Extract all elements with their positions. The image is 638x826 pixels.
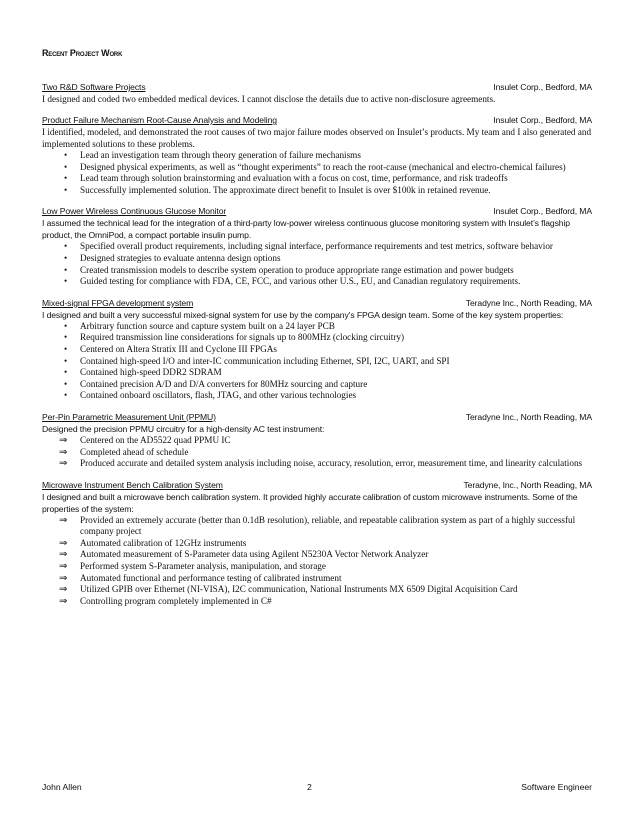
list-item [42, 185, 592, 197]
project-description: I designed and built a very successful mixed-signal system for use by the company’s FPGA design team. Some of the key system properties: [42, 309, 564, 320]
page-footer [42, 782, 592, 792]
arrow-bullet-icon: ⇒ [59, 549, 68, 561]
project-bullet-list [42, 150, 592, 196]
dot-bullet-icon: • [64, 378, 68, 389]
arrow-bullet-icon: ⇒ [59, 572, 68, 584]
list-item-text: Centered on Altera Stratix III and Cyclone III FPGAs [80, 343, 277, 354]
arrow-bullet-icon: ⇒ [59, 446, 68, 458]
dot-bullet-icon: • [64, 343, 68, 354]
list-item [42, 367, 592, 379]
list-item-text: Automated functional and performance testing of calibrated instrument [80, 572, 342, 583]
list-item [42, 162, 592, 174]
project-company: Teradyne Inc., North Reading, MA [465, 297, 592, 308]
list-item-text: Lead an investigation team through theory generation of failure mechanisms [80, 150, 361, 160]
project-header [42, 205, 592, 217]
arrow-bullet-icon: ⇒ [59, 561, 68, 573]
list-item [42, 573, 592, 585]
dot-bullet-icon: • [64, 241, 68, 252]
project-description: I designed and coded two embedded medical devices. I cannot disclose the details due to active non-disclosure agreements. [42, 94, 496, 104]
list-item [42, 390, 592, 402]
list-item [42, 150, 592, 162]
dot-bullet-icon: • [64, 161, 68, 172]
list-item-text: Specified overall product requirements, including signal interface, performance requirements and test metrics, software behavior [80, 241, 553, 252]
list-item [42, 379, 592, 391]
dot-bullet-icon: • [64, 276, 68, 287]
project-company: Insulet Corp., Bedford, MA [493, 115, 592, 125]
project-block [42, 411, 592, 470]
list-item-text: Guided testing for compliance with FDA, CE, FCC, and various other U.S., EU, and Canadian regulatory requirements. [80, 276, 521, 287]
footer-page-number: 2 [307, 782, 312, 792]
project-name: Microwave Instrument Bench Calibration System [42, 479, 223, 490]
list-item [42, 435, 592, 447]
list-item-text: Automated calibration of 12GHz instruments [80, 537, 247, 548]
arrow-bullet-icon: ⇒ [59, 514, 68, 526]
arrow-bullet-icon: ⇒ [59, 537, 68, 549]
list-item-text: Produced accurate and detailed system analysis including noise, accuracy, resolution, error, measurement time, and linearity calculations [80, 458, 583, 469]
project-header [42, 297, 592, 309]
project-block [42, 297, 592, 402]
list-item-text: Contained high-speed I/O and inter-IC communication including Ethernet, SPI, I2C, UART, and SPI [80, 355, 450, 366]
list-item-text: Utilized GPIB over Ethernet (NI-VISA), I2C communication, National Instruments MX 6509 Digital Acquisition Card [80, 584, 518, 595]
list-item-text: Automated measurement of S-Parameter data using Agilent N5230A Vector Network Analyzer [80, 549, 429, 560]
project-name: Mixed-signal FPGA development system [42, 297, 194, 308]
project-name: Per-Pin Parametric Measurement Unit (PPMU) [42, 411, 216, 422]
project-bullet-list [42, 241, 592, 287]
list-item-text: Provided an extremely accurate (better than 0.1dB resolution), reliable, and repeatable calibration system as part of a highly successful company project [80, 514, 576, 537]
project-bullet-list [42, 515, 592, 608]
footer-title: Software Engineer [521, 782, 592, 792]
resume-page [42, 48, 592, 616]
list-item [42, 584, 592, 596]
dot-bullet-icon: • [64, 332, 68, 343]
list-item-text: Arbitrary function source and capture system built on a 24 layer PCB [80, 320, 335, 331]
list-item [42, 447, 592, 459]
project-description: I designed and built a microwave bench calibration system. It provided highly accurate calibration of custom microwave instruments. Some of the properties of the system: [42, 491, 578, 514]
project-description: Designed the precision PPMU circuitry for a high-density AC test instrument: [42, 423, 325, 434]
list-item-text: Contained high-speed DDR2 SDRAM [80, 367, 222, 378]
dot-bullet-icon: • [64, 173, 68, 184]
list-item-text: Lead team through solution brainstorming and evaluation with a focus on cost, time, performance, and risk tradeoffs [80, 173, 508, 184]
section-title: Recent Project Work [42, 48, 123, 58]
project-company: Teradyne Inc., North Reading, MA [465, 411, 592, 422]
project-name: Low Power Wireless Continuous Glucose Monitor [42, 206, 227, 217]
dot-bullet-icon: • [64, 184, 68, 195]
list-item-text: Centered on the AD5522 quad PPMU IC [80, 434, 231, 445]
list-item [42, 344, 592, 356]
project-name: Two R&D Software Projects [42, 82, 146, 92]
project-name: Product Failure Mechanism Root-Cause Analysis and Modeling [42, 115, 277, 125]
list-item [42, 538, 592, 550]
list-item-text: Designed physical experiments, as well as “thought experiments” to reach the root-cause (mechanical and electro-chemical failures) [80, 161, 566, 172]
project-header [42, 114, 592, 126]
dot-bullet-icon: • [64, 264, 68, 275]
arrow-bullet-icon: ⇒ [59, 458, 68, 470]
project-description: I assumed the technical lead for the integration of a third-party low-power wireless continuous glucose monitoring system with Insulet’s flagship product, the OmniPod, a compact portable insulin pump. [42, 218, 570, 241]
project-header [42, 479, 592, 491]
project-company: Teradyne, Inc., North Reading, MA [463, 479, 592, 490]
dot-bullet-icon: • [64, 150, 68, 160]
list-item [42, 276, 592, 288]
project-list [42, 81, 592, 607]
project-bullet-list [42, 321, 592, 402]
list-item-text: Designed strategies to evaluate antenna design options [80, 252, 281, 263]
list-item-text: Successfully implemented solution. The approximate direct benefit to Insulet is over $100k in retained revenue. [80, 184, 491, 195]
list-item [42, 596, 592, 608]
list-item [42, 561, 592, 573]
dot-bullet-icon: • [64, 390, 68, 401]
list-item-text: Created transmission models to describe system operation to produce appropriate range estimation and power budgets [80, 264, 514, 275]
footer-name: John Allen [42, 782, 82, 792]
list-item [42, 253, 592, 265]
project-block [42, 81, 592, 105]
list-item [42, 458, 592, 470]
project-header [42, 411, 592, 423]
project-block [42, 114, 592, 196]
dot-bullet-icon: • [64, 320, 68, 331]
arrow-bullet-icon: ⇒ [59, 434, 68, 446]
dot-bullet-icon: • [64, 355, 68, 366]
list-item-text: Performed system S-Parameter analysis, manipulation, and storage [80, 561, 326, 572]
project-bullet-list [42, 435, 592, 470]
project-company: Insulet Corp., Bedford, MA [493, 82, 592, 92]
project-block [42, 479, 592, 608]
dot-bullet-icon: • [64, 367, 68, 378]
list-item-text: Completed ahead of schedule [80, 446, 189, 457]
list-item [42, 173, 592, 185]
list-item-text: Contained precision A/D and D/A converters for 80MHz sourcing and capture [80, 378, 368, 389]
project-header [42, 81, 592, 93]
list-item [42, 321, 592, 333]
list-item-text: Required transmission line considerations for signals up to 800MHz (clocking circuitry) [80, 332, 405, 343]
project-block [42, 205, 592, 287]
list-item [42, 241, 592, 253]
list-item-text: Contained onboard oscillators, flash, JTAG, and other various technologies [80, 390, 357, 401]
list-item [42, 356, 592, 368]
list-item [42, 515, 592, 538]
arrow-bullet-icon: ⇒ [59, 584, 68, 596]
arrow-bullet-icon: ⇒ [59, 595, 68, 607]
list-item [42, 549, 592, 561]
list-item [42, 332, 592, 344]
project-company: Insulet Corp., Bedford, MA [493, 206, 592, 217]
list-item [42, 265, 592, 277]
dot-bullet-icon: • [64, 252, 68, 263]
project-description: I identified, modeled, and demonstrated the root causes of two major failure modes observed on Insulet’s products. My team and I also generated and implemented solutions to these problems. [42, 127, 592, 149]
list-item-text: Controlling program completely implemented in C# [80, 595, 272, 606]
